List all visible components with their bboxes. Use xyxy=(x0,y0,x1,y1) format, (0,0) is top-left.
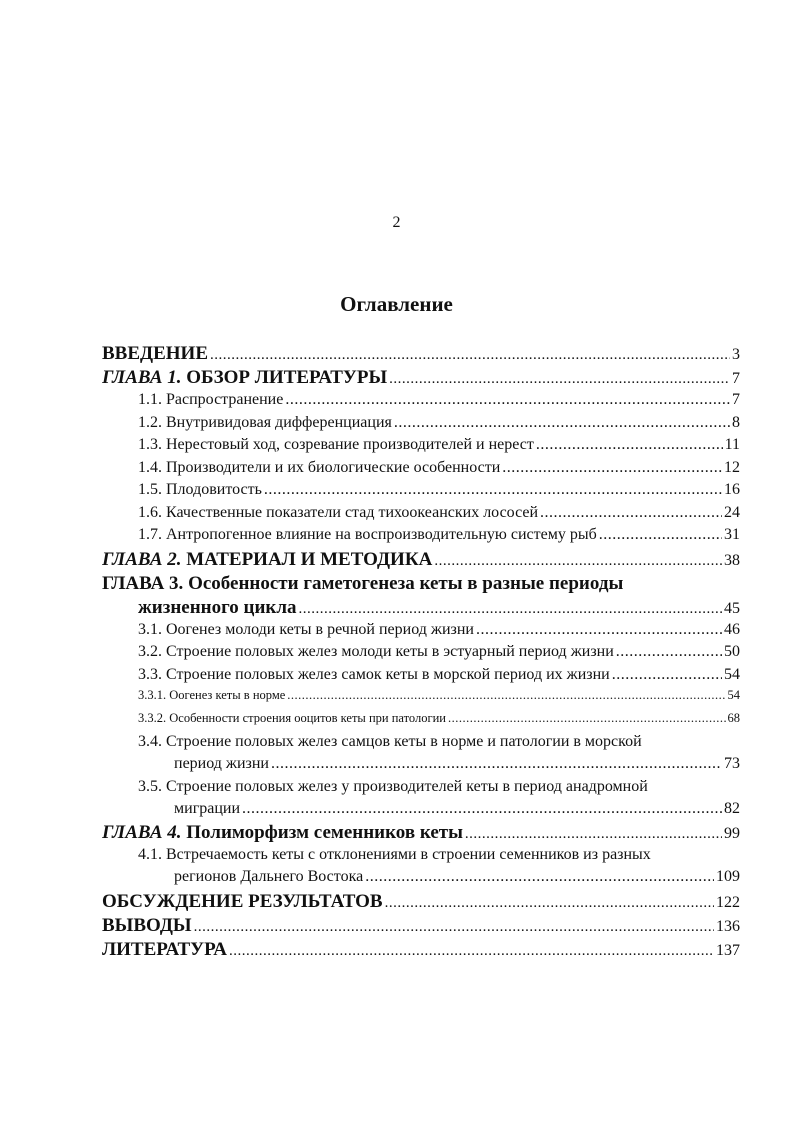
toc-label: 1.2. Внутривидовая дифференциация xyxy=(138,413,392,431)
toc-page: 31 xyxy=(724,526,740,543)
toc-entry-3-3[interactable] xyxy=(102,666,740,689)
toc-page: 16 xyxy=(724,481,740,498)
toc-page: 38 xyxy=(724,551,740,569)
toc-entry-1-7[interactable] xyxy=(102,526,740,549)
toc-entry-1-1[interactable] xyxy=(102,391,740,414)
toc-entry-4-1-cont[interactable] xyxy=(102,868,740,891)
toc-label: 1.3. Нерестовый ход, созревание производителей и нерест xyxy=(138,436,534,453)
toc-entry-chapter-4[interactable] xyxy=(102,822,740,846)
toc-leader xyxy=(389,371,730,388)
toc-leader xyxy=(210,347,730,364)
toc-entry-1-3[interactable] xyxy=(102,436,740,459)
chapter-prefix: ГЛАВА 3. xyxy=(102,572,184,594)
toc-label: 3.3.1. Оогенез кеты в норме xyxy=(138,688,286,702)
toc-leader xyxy=(465,826,722,843)
toc-label: 1.4. Производители и их биологические особенности xyxy=(138,458,501,476)
toc-page: 8 xyxy=(732,413,740,431)
toc-leader xyxy=(599,526,722,544)
toc-entry-discussion[interactable] xyxy=(102,891,740,915)
toc-leader xyxy=(616,643,722,661)
toc-label: 3.5. Строение половых желез у производителей кеты в период анадромной xyxy=(138,777,648,795)
toc-entry-intro[interactable] xyxy=(102,343,740,367)
toc-label: миграции xyxy=(174,799,241,817)
toc-page: 73 xyxy=(724,755,740,772)
toc-page: 12 xyxy=(724,458,740,476)
toc-page: 7 xyxy=(732,391,740,408)
toc-leader xyxy=(394,414,730,432)
toc-page: 82 xyxy=(724,799,740,817)
toc-label xyxy=(102,367,387,389)
toc-page: 137 xyxy=(716,941,740,959)
toc-leader xyxy=(299,601,722,618)
toc-label: 4.1. Встречаемость кеты с отклонениями в строении семенников из разных xyxy=(138,846,651,863)
toc-page: 54 xyxy=(727,688,740,702)
chapter-prefix: ГЛАВА 1. xyxy=(102,367,182,388)
toc-page: 3 xyxy=(732,346,740,363)
toc-leader xyxy=(536,436,723,454)
toc-entry-conclusions[interactable] xyxy=(102,915,740,939)
toc-page: 68 xyxy=(727,710,740,725)
toc-entry-1-4[interactable] xyxy=(102,459,740,482)
toc-entry-3-1[interactable] xyxy=(102,621,740,644)
toc-page: 136 xyxy=(716,917,740,935)
toc-label: 1.7. Антропогенное влияние на воспроизводительную систему рыб xyxy=(138,526,597,543)
toc-page: 109 xyxy=(716,868,740,885)
chapter-title: МАТЕРИАЛ И МЕТОДИКА xyxy=(186,548,433,570)
toc-leader xyxy=(502,459,722,477)
toc-label: 1.6. Качественные показатели стад тихоокеанских лососей xyxy=(138,503,539,521)
toc-page: 54 xyxy=(724,665,740,683)
toc-entry-3-5-cont[interactable] xyxy=(102,800,740,823)
toc-leader xyxy=(476,621,722,639)
toc-leader xyxy=(229,943,714,960)
page-title: Оглавление xyxy=(340,292,453,316)
toc-leader xyxy=(285,391,730,409)
toc-page: 99 xyxy=(724,825,740,842)
toc-leader xyxy=(540,504,722,522)
toc-page: 45 xyxy=(724,599,740,617)
toc-leader xyxy=(385,895,714,912)
toc-entry-chapter-1[interactable] xyxy=(102,367,740,391)
toc-label: ЛИТЕРАТУРА xyxy=(102,938,228,960)
toc-label: 3.3.2. Особенности строения ооцитов кеты при патологии xyxy=(138,710,446,725)
toc-entry-3-3-1[interactable] xyxy=(102,688,740,711)
chapter-title: Полиморфизм семенников кеты xyxy=(186,822,463,843)
toc-entry-1-2[interactable] xyxy=(102,414,740,437)
toc-label: ВВЕДЕНИЕ xyxy=(102,343,208,364)
toc-label: жизненного цикла xyxy=(138,596,297,618)
toc-leader xyxy=(448,711,726,726)
chapter-title: ОБЗОР ЛИТЕРАТУРЫ xyxy=(186,367,388,388)
toc-leader xyxy=(194,919,714,936)
toc-label: период жизни xyxy=(174,755,269,772)
toc-page: 122 xyxy=(716,893,740,911)
toc-entry-chapter-2[interactable] xyxy=(102,549,740,573)
toc-entry-4-1[interactable] xyxy=(102,846,740,868)
toc-page: 24 xyxy=(724,503,740,521)
toc-entry-literature[interactable] xyxy=(102,939,740,963)
toc-entry-3-4-cont[interactable] xyxy=(102,755,740,778)
toc-label: 3.3. Строение половых желез самок кеты в морской период их жизни xyxy=(138,665,610,683)
toc-entry-3-3-2[interactable] xyxy=(102,711,740,734)
toc-label: ВЫВОДЫ xyxy=(102,914,192,936)
toc-entry-chapter-3-cont[interactable] xyxy=(102,597,740,621)
toc-label: 1.5. Плодовитость xyxy=(138,481,262,498)
toc-leader xyxy=(242,800,722,818)
toc-leader xyxy=(612,666,722,684)
toc-entry-3-5[interactable] xyxy=(102,778,740,800)
toc-label: регионов Дальнего Востока xyxy=(174,868,364,885)
toc-label: 3.4. Строение половых желез самцов кеты в норме и патологии в морской xyxy=(138,733,642,750)
toc-label: ОБСУЖДЕНИЕ РЕЗУЛЬТАТОВ xyxy=(102,890,383,912)
toc-label xyxy=(102,549,432,571)
toc-leader xyxy=(365,868,714,886)
toc-page: 11 xyxy=(724,436,740,453)
toc-entry-1-6[interactable] xyxy=(102,504,740,527)
toc-entry-chapter-3[interactable] xyxy=(102,573,740,597)
toc-label: 3.1. Оогенез молоди кеты в речной период жизни xyxy=(138,620,474,638)
toc-leader xyxy=(264,481,722,499)
toc-page: 46 xyxy=(724,620,740,638)
chapter-title: Особенности гаметогенеза кеты в разные периоды xyxy=(188,572,624,594)
page-number: 2 xyxy=(392,214,401,231)
toc-label: 3.2. Строение половых желез молоди кеты в эстуарный период жизни xyxy=(138,643,614,660)
chapter-prefix: ГЛАВА 4. xyxy=(102,822,182,843)
toc-page: 7 xyxy=(732,370,740,387)
table-of-contents xyxy=(102,343,740,963)
toc-entry-1-5[interactable] xyxy=(102,481,740,504)
toc-label: 1.1. Распространение xyxy=(138,391,284,408)
chapter-prefix: ГЛАВА 2. xyxy=(102,548,182,570)
toc-page: 50 xyxy=(724,643,740,660)
toc-leader xyxy=(287,688,725,703)
toc-leader xyxy=(271,755,722,773)
toc-label xyxy=(102,822,463,844)
toc-entry-3-4[interactable] xyxy=(102,733,740,755)
toc-leader xyxy=(434,553,722,570)
toc-entry-3-2[interactable] xyxy=(102,643,740,666)
